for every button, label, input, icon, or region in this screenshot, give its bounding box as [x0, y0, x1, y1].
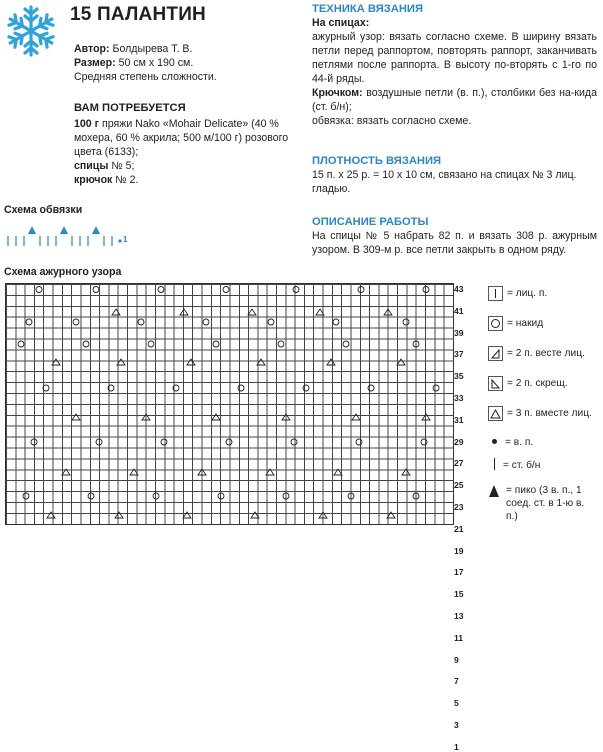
legend-chain-text: = в. п. [505, 437, 534, 448]
row-number: 43 [454, 284, 464, 294]
row-number: 11 [454, 632, 464, 643]
author-value: Болдырева Т. В. [112, 43, 193, 55]
materials-text [74, 117, 294, 187]
row-number: 25 [454, 480, 464, 491]
legend-sc-text: = ст. б/н [503, 460, 541, 471]
crochet-label: Крючком: [312, 87, 363, 99]
legend-knit [488, 286, 547, 301]
row-number: 3 [454, 720, 459, 730]
sc-icon [494, 458, 495, 470]
size-label: Размер: [74, 57, 116, 69]
snowflake-icon [4, 4, 58, 58]
lace-schema-heading: Схема ажурного узора [4, 266, 122, 278]
row-number: 1 [454, 741, 459, 752]
picot-icon [488, 484, 500, 498]
description-heading: ОПИСАНИЕ РАБОТЫ [312, 216, 429, 228]
k3tog-icon [488, 406, 503, 421]
legend-picot [488, 484, 598, 523]
knit-label: На спицах: [312, 17, 370, 29]
needles-value: № 5; [111, 160, 135, 172]
row-number: 15 [454, 589, 464, 600]
hook-label: крючок [74, 174, 113, 186]
legend-chain [490, 436, 533, 449]
legend-knit-text: = лиц. п. [507, 288, 548, 300]
row-number: 29 [454, 436, 464, 447]
row-number: 23 [454, 502, 464, 512]
legend-picot-text: = пико (3 в. п., 1 соед. ст. в 1-ю в. п.) [506, 485, 585, 522]
row-number: 5 [454, 698, 459, 709]
hook-value: № 2. [115, 174, 139, 186]
border-row-number: 1 [123, 235, 128, 244]
ssk-icon [488, 376, 503, 391]
row-number: 37 [454, 349, 464, 360]
row-number: 33 [454, 393, 464, 403]
legend-k3tog [488, 406, 592, 421]
size-value: 50 см x 190 см. [118, 57, 194, 69]
border-schema-heading: Схема обвязки [4, 204, 83, 216]
legend-yarn-over-text: = накид [507, 318, 544, 330]
row-number: 35 [454, 371, 464, 382]
page-title: 15 ПАЛАНТИН [70, 4, 206, 25]
legend-ssk [488, 376, 568, 391]
legend-k2tog-text: = 2 п. весте лиц. [507, 348, 585, 360]
density-heading: ПЛОТНОСТЬ ВЯЗАНИЯ [312, 155, 442, 167]
knit-text: ажурный узор: вязать согласно схеме. В ширину вязать петли перед раппортом, повторять раппорт, заканчивать петлями после раппорта. В высоту по-вторять с 1-го по 44-й ряды. [312, 31, 597, 85]
row-number: 41 [454, 305, 464, 316]
density-section [312, 154, 597, 196]
pattern-meta [74, 42, 289, 84]
row-number: 7 [454, 676, 459, 687]
row-number: 19 [454, 545, 464, 556]
legend-yarn-over [488, 316, 543, 331]
lace-chart-symbols [6, 284, 453, 524]
knit-icon [488, 286, 503, 301]
yarn-over-icon [488, 316, 503, 331]
legend-k2tog [488, 346, 585, 361]
legend-sc [490, 458, 540, 472]
legend-k3tog-text: = 3 п. вместе лиц. [507, 408, 592, 420]
difficulty-text: Средняя степень сложности. [74, 71, 217, 83]
k2tog-icon [488, 346, 503, 361]
technique-heading: ТЕХНИКА ВЯЗАНИЯ [312, 3, 423, 15]
row-number: 13 [454, 611, 464, 621]
row-number: 17 [454, 567, 464, 578]
row-number: 9 [454, 654, 459, 665]
needles-label: спицы [74, 160, 109, 172]
row-number: 39 [454, 327, 464, 338]
border-text: обвязка: вязать согласно схеме. [312, 115, 472, 127]
materials-heading: ВАМ ПОТРЕБУЕТСЯ [74, 102, 186, 114]
yarn-amount: 100 г [74, 118, 100, 130]
description-text: На спицы № 5 набрать 82 п. и вязать 308 р. ажурным узором. В 309-м р. все петли закрыть в одном ряду. [312, 230, 597, 256]
chain-icon [492, 439, 497, 444]
author-label: Автор: [74, 43, 110, 55]
legend-ssk-text: = 2 п. скрещ. [507, 378, 568, 390]
row-number: 21 [454, 523, 464, 534]
row-number: 31 [454, 414, 464, 425]
row-number: 27 [454, 458, 464, 469]
yarn-text: пряжи Nako «Mohair Delicate» (40 % мохера, 60 % акрила; 500 м/100 г) розового цвета (6133); [74, 118, 289, 158]
crochet-text: воздушные петли (в. п.), столбики без на-кида (ст. б/н); [312, 87, 597, 113]
description-section [312, 215, 597, 257]
density-text: 15 п. x 25 р. = 10 x 10 см, связано на спицах № 3 лиц. гладью. [312, 169, 577, 195]
lace-chart-grid [5, 283, 454, 525]
border-schema-diagram [4, 222, 134, 248]
technique-section [312, 2, 597, 128]
